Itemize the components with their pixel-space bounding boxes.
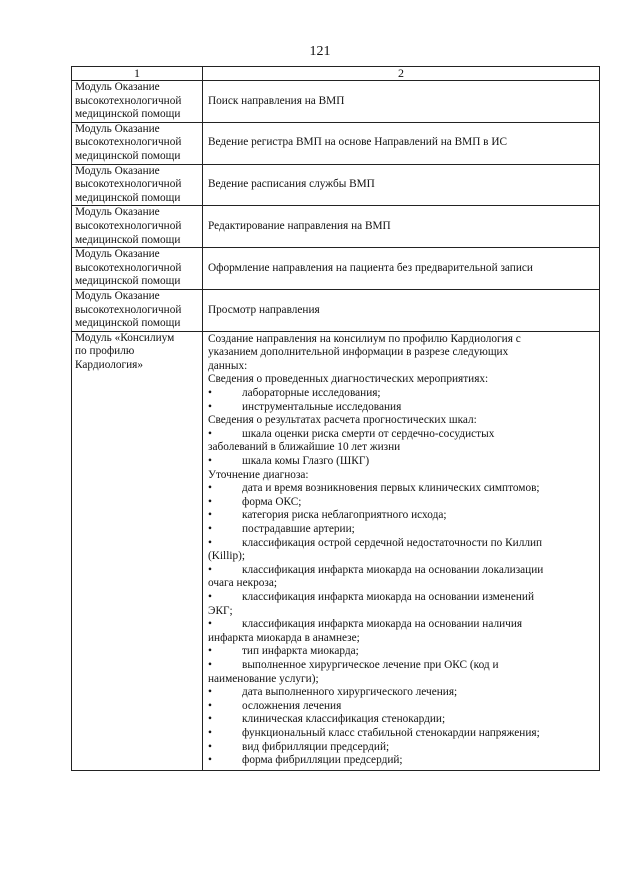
- section-heading: Уточнение диагноза:: [208, 468, 309, 481]
- module-line: высокотехнологичной: [75, 94, 182, 107]
- intro-line: данных:: [208, 359, 248, 372]
- bullet-continuation: очага некроза;: [208, 577, 277, 590]
- bullet-item: [208, 713, 594, 727]
- function-cell: Ведение расписания службы ВМП: [203, 164, 600, 206]
- module-line: Модуль Оказание: [75, 81, 160, 93]
- table-header-row: [72, 67, 600, 81]
- intro-line: Создание направления на консилиум по профилю Кардиология с: [208, 332, 521, 345]
- bullet-text: тип инфаркта миокарда;: [242, 645, 359, 658]
- bullet-item: [208, 645, 594, 659]
- module-line: высокотехнологичной: [75, 136, 182, 149]
- bullet-icon: •: [208, 427, 212, 440]
- module-line: Модуль Оказание: [75, 289, 160, 302]
- module-line: медицинской помощи: [75, 233, 181, 246]
- bullet-continuation: (Killip);: [208, 550, 246, 563]
- requirements-table: [71, 66, 600, 771]
- bullet-item: [208, 537, 594, 551]
- bullet-icon: •: [208, 455, 212, 468]
- bullet-item: [208, 455, 594, 469]
- table-row: [72, 289, 600, 331]
- bullet-item: [208, 741, 594, 755]
- bullet-icon: •: [208, 495, 212, 508]
- bullet-item: [208, 727, 594, 741]
- bullet-text: категория риска неблагоприятного исхода;: [242, 509, 447, 522]
- module-line: высокотехнологичной: [75, 219, 182, 232]
- module-line: Модуль «Консилиум: [75, 331, 175, 344]
- bullet-text: шкала комы Глазго (ШКГ): [242, 455, 370, 468]
- consilium-content-cell: [203, 331, 600, 770]
- module-name-cell: [72, 81, 203, 123]
- module-line: высокотехнологичной: [75, 303, 182, 316]
- column-header-1: 1: [72, 67, 203, 81]
- bullet-text: выполненное хирургическое лечение при ОКС (код и: [242, 658, 499, 671]
- bullet-icon: •: [208, 699, 212, 712]
- bullet-item: [208, 428, 594, 442]
- bullet-icon: •: [208, 523, 212, 535]
- bullet-continuation: наименование услуги);: [208, 672, 319, 685]
- bullet-text: дата выполненного хирургического лечения;: [242, 686, 458, 699]
- bullet-continuation: заболеваний в ближайшие 10 лет жизни: [208, 441, 401, 454]
- table-row: [72, 206, 600, 248]
- function-cell: Ведение регистра ВМП на основе Направлений на ВМП в ИС: [203, 122, 600, 164]
- bullet-icon: •: [208, 536, 212, 549]
- module-name-cell: [72, 289, 203, 331]
- section-heading: Сведения о результатах расчета прогностических шкал:: [208, 414, 477, 427]
- bullet-text: лабораторные исследования;: [242, 387, 381, 400]
- function-cell: Поиск направления на ВМП: [203, 81, 600, 123]
- bullet-item: [208, 482, 594, 496]
- bullet-icon: •: [208, 509, 212, 522]
- bullet-text: дата и время возникновения первых клинических симптомов;: [242, 482, 540, 495]
- module-line: медицинской помощи: [75, 275, 181, 288]
- function-cell: Просмотр направления: [203, 289, 600, 331]
- bullet-icon: •: [208, 754, 212, 767]
- bullet-item: [208, 523, 594, 537]
- bullet-icon: •: [208, 400, 212, 413]
- module-line: Модуль Оказание: [75, 248, 160, 261]
- bullet-text: шкала оценки риска смерти от сердечно-сосудистых: [242, 427, 495, 440]
- bullet-icon: •: [208, 590, 212, 603]
- bullet-icon: •: [208, 563, 212, 576]
- module-name-cell: [72, 164, 203, 206]
- bullet-item: [208, 564, 594, 578]
- table-row: [72, 81, 600, 123]
- bullet-text: классификация инфаркта миокарда на основании наличия: [242, 618, 523, 631]
- intro-line: указанием дополнительной информации в разрезе следующих: [208, 346, 509, 359]
- bullet-text: классификация инфаркта миокарда на основании изменений: [242, 590, 534, 603]
- function-cell: Оформление направления на пациента без предварительной записи: [203, 248, 600, 290]
- bullet-text: классификация инфаркта миокарда на основании локализации: [242, 563, 544, 576]
- module-line: Кардиология»: [75, 358, 144, 371]
- bullet-item: [208, 496, 594, 510]
- module-line: высокотехнологичной: [75, 261, 182, 274]
- bullet-icon: •: [208, 387, 212, 400]
- module-line: Модуль Оказание: [75, 122, 160, 135]
- module-line: медицинской помощи: [75, 191, 181, 204]
- module-line: высокотехнологичной: [75, 178, 182, 191]
- consilium-module-cell: [72, 331, 203, 770]
- module-line: медицинской помощи: [75, 108, 181, 121]
- bullet-text: осложнения лечения: [242, 699, 342, 712]
- function-cell: Редактирование направления на ВМП: [203, 206, 600, 248]
- module-name-cell: [72, 122, 203, 164]
- table-row: [72, 164, 600, 206]
- module-name-cell: [72, 248, 203, 290]
- module-line: медицинской помощи: [75, 149, 181, 162]
- module-line: по профилю: [75, 345, 135, 358]
- table-row: [72, 248, 600, 290]
- table-row: [72, 122, 600, 164]
- bullet-icon: •: [208, 618, 212, 631]
- bullet-text: классификация острой сердечной недостаточности по Киллип: [242, 536, 543, 549]
- bullet-item: [208, 700, 594, 714]
- section-heading: Сведения о проведенных диагностических мероприятиях:: [208, 373, 489, 386]
- bullet-item: [208, 387, 594, 401]
- bullet-icon: •: [208, 713, 212, 726]
- table-body: [72, 81, 600, 771]
- bullet-icon: •: [208, 726, 212, 739]
- module-line: медицинской помощи: [75, 317, 181, 330]
- bullet-item: [208, 754, 594, 768]
- bullet-item: [208, 401, 594, 415]
- module-line: Модуль Оказание: [75, 206, 160, 219]
- bullet-icon: •: [208, 645, 212, 658]
- module-name-cell: [72, 206, 203, 248]
- bullet-text: форма фибрилляции предсердий;: [242, 754, 403, 767]
- bullet-text: функциональный класс стабильной стенокардии напряжения;: [242, 726, 540, 739]
- bullet-item: [208, 686, 594, 700]
- bullet-continuation: инфаркта миокарда в анамнезе;: [208, 631, 360, 644]
- bullet-continuation: ЭКГ;: [208, 604, 233, 617]
- bullet-item: [208, 591, 594, 605]
- bullet-text: вид фибрилляции предсердий;: [242, 740, 390, 753]
- column-header-2: 2: [203, 67, 600, 81]
- bullet-text: клиническая классификация стенокардии;: [242, 713, 446, 726]
- bullet-text: пострадавшие артерии;: [242, 523, 355, 535]
- bullet-icon: •: [208, 658, 212, 671]
- bullet-icon: •: [208, 740, 212, 753]
- page-number: 121: [309, 44, 331, 59]
- bullet-text: форма ОКС;: [242, 495, 302, 508]
- module-line: Модуль Оказание: [75, 164, 160, 177]
- bullet-icon: •: [208, 482, 212, 495]
- bullet-icon: •: [208, 686, 212, 699]
- bullet-item: [208, 618, 594, 632]
- bullet-text: инструментальные исследования: [242, 400, 402, 413]
- bullet-item: [208, 509, 594, 523]
- table-row-consilium: [72, 331, 600, 770]
- bullet-item: [208, 659, 594, 673]
